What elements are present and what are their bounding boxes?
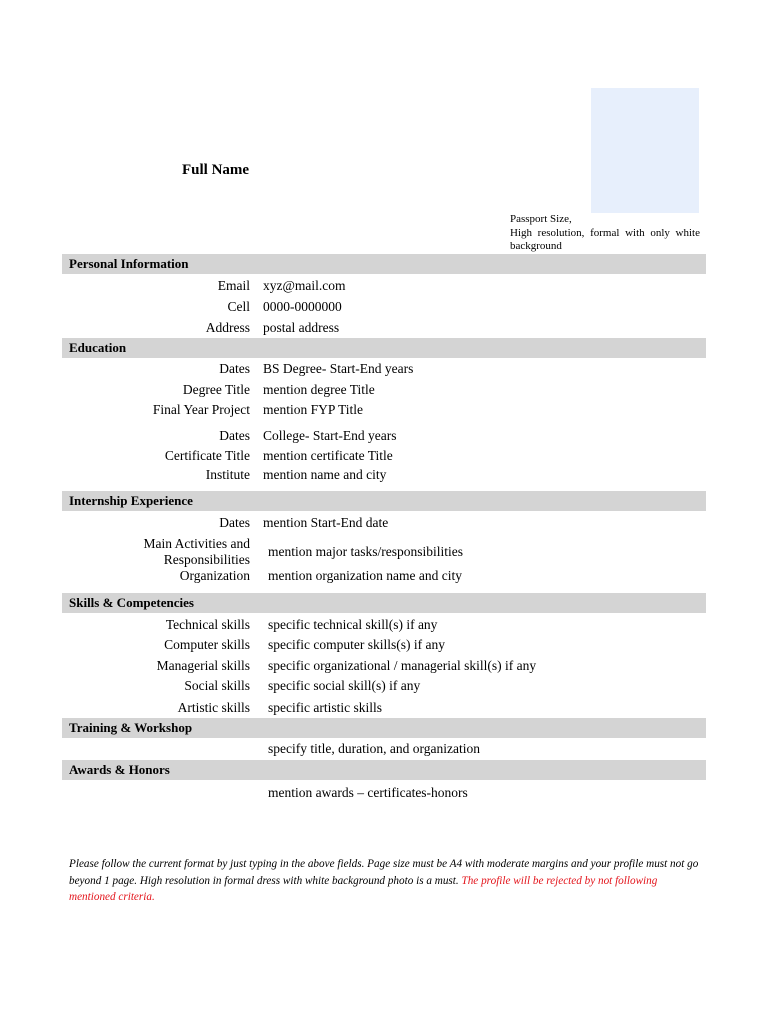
photo-note-line1: Passport Size, xyxy=(510,213,572,225)
label-degree-title: Degree Title xyxy=(182,382,250,397)
label-email: Email xyxy=(217,278,250,293)
label-certificate-title: Certificate Title xyxy=(164,448,250,463)
label-cell: Cell xyxy=(227,299,250,314)
footer-text: Please follow the current format by just typing in the above fields. Page size must be A4 with moderate margins and your profile must not go beyond 1 page. High resolution in formal dress with white background photo is a must. xyxy=(69,858,699,887)
value-degree-dates[interactable]: BS Degree- Start-End years xyxy=(263,361,414,376)
section-awards-honors: Awards & Honors xyxy=(62,760,706,780)
value-managerial-skills[interactable]: specific organizational / managerial skill(s) if any xyxy=(268,658,537,673)
value-internship-dates[interactable]: mention Start-End date xyxy=(263,515,389,530)
label-final-year-project: Final Year Project xyxy=(152,402,250,417)
photo-note-rest: High resolution, formal with only white background xyxy=(510,226,700,252)
full-name: Full Name xyxy=(182,162,250,178)
label-dates: Dates xyxy=(219,361,250,376)
label-institute: Institute xyxy=(205,467,250,482)
section-personal-information: Personal Information xyxy=(62,254,706,274)
label-responsibilities: Responsibilities xyxy=(163,552,250,567)
value-institute[interactable]: mention name and city xyxy=(263,467,387,482)
label-social-skills: Social skills xyxy=(184,678,250,693)
value-technical-skills[interactable]: specific technical skill(s) if any xyxy=(268,617,438,632)
value-organization[interactable]: mention organization name and city xyxy=(268,568,462,583)
value-degree-title[interactable]: mention degree Title xyxy=(263,382,375,397)
value-responsibilities[interactable]: mention major tasks/responsibilities xyxy=(268,544,463,559)
value-computer-skills[interactable]: specific computer skills(s) if any xyxy=(268,637,445,652)
value-training[interactable]: specify title, duration, and organization xyxy=(268,741,480,756)
label-managerial-skills: Managerial skills xyxy=(156,658,250,673)
section-training-workshop: Training & Workshop xyxy=(62,718,706,738)
photo-placeholder[interactable] xyxy=(591,88,699,213)
value-artistic-skills[interactable]: specific artistic skills xyxy=(268,700,382,715)
section-internship-experience: Internship Experience xyxy=(62,491,706,511)
value-certificate-title[interactable]: mention certificate Title xyxy=(263,448,393,463)
value-final-year-project[interactable]: mention FYP Title xyxy=(263,402,364,417)
label-computer-skills: Computer skills xyxy=(164,637,250,652)
value-college-dates[interactable]: College- Start-End years xyxy=(263,428,397,443)
label-organization: Organization xyxy=(179,568,250,583)
label-dates: Dates xyxy=(219,428,250,443)
photo-note xyxy=(510,213,700,254)
label-artistic-skills: Artistic skills xyxy=(177,700,250,715)
section-skills-competencies: Skills & Competencies xyxy=(62,593,706,613)
value-address[interactable]: postal address xyxy=(263,320,340,335)
value-cell[interactable]: 0000-0000000 xyxy=(263,299,342,314)
value-social-skills[interactable]: specific social skill(s) if any xyxy=(268,678,421,693)
label-technical-skills: Technical skills xyxy=(165,617,250,632)
value-awards[interactable]: mention awards – certificates-honors xyxy=(268,785,468,800)
label-dates: Dates xyxy=(219,515,250,530)
section-education: Education xyxy=(62,338,706,358)
label-main-activities: Main Activities and xyxy=(143,536,250,551)
footer-warning: The profile will be rejected by not following mentioned criteria. xyxy=(69,874,658,903)
value-email[interactable]: xyz@mail.com xyxy=(263,278,346,293)
footer-instructions xyxy=(69,856,699,906)
label-address: Address xyxy=(205,320,250,335)
